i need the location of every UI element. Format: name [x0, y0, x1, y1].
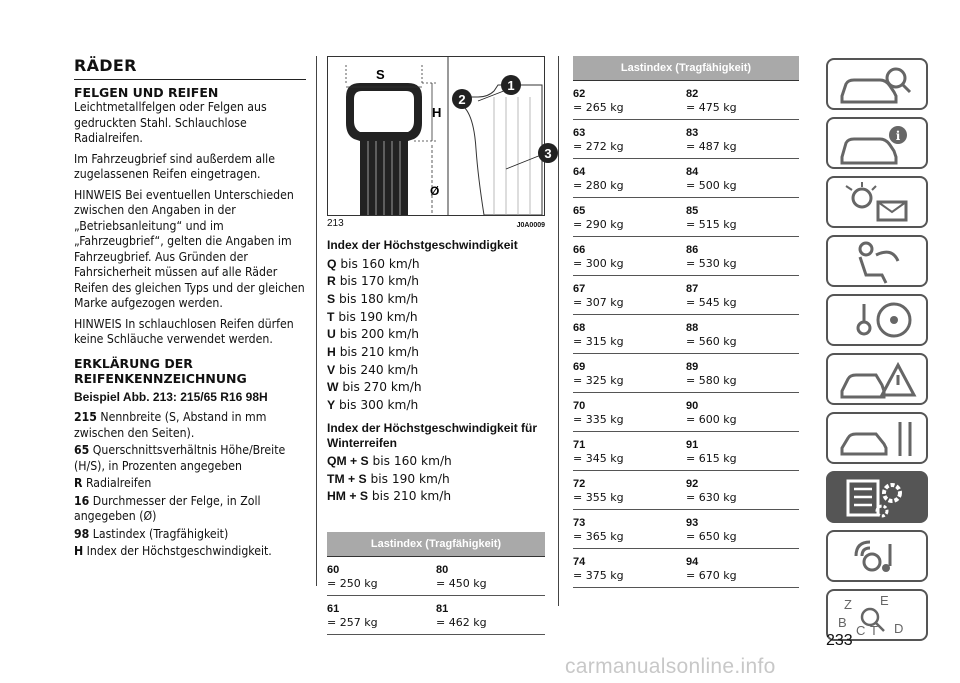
marking-item [74, 527, 306, 543]
load-index-value: = 545 kg [686, 296, 737, 309]
winter-text: bis 160 km/h [372, 453, 452, 468]
load-index-table-small [327, 532, 545, 635]
speed-index-item [327, 379, 545, 397]
load-index-value: = 307 kg [573, 296, 624, 309]
winter-code: TM + S [327, 471, 367, 486]
car-info-icon [836, 121, 922, 167]
marking-example: Beispiel Abb. 213: 215/65 R16 98H [74, 389, 268, 404]
load-index-value: = 325 kg [573, 374, 624, 387]
winter-index-item [327, 488, 545, 506]
index-letter: C [856, 623, 866, 638]
index-letter: E [880, 593, 889, 608]
speed-text: bis 160 km/h [340, 256, 420, 271]
index-letter: D [894, 621, 904, 636]
speed-code: S [327, 291, 336, 306]
table-cell [573, 439, 686, 470]
speed-text: bis 170 km/h [339, 274, 419, 289]
tab-car-info[interactable] [826, 117, 928, 169]
table-row [573, 510, 799, 549]
marking-code: H [74, 544, 84, 558]
load-index-value: = 560 kg [686, 335, 737, 348]
speed-code: H [327, 345, 336, 360]
load-index-key: 94 [686, 556, 699, 568]
marking-item [74, 410, 306, 441]
column-middle [327, 56, 552, 635]
marking-text: Querschnittsverhältnis Höhe/Breite (H/S), in Prozenten angegeben [74, 443, 286, 473]
marking-item [74, 544, 306, 560]
tab-emergency[interactable] [826, 353, 928, 405]
steering-key-icon [836, 298, 922, 344]
paragraph-note-tubeless: HINWEIS In schlauchlosen Reifen dürfen keine Schläuche verwendet werden. [74, 316, 294, 346]
speed-index-item [327, 326, 545, 344]
marking-text: Lastindex (Tragfähigkeit) [92, 526, 229, 541]
marking-code: 215 [74, 410, 97, 424]
table-body [573, 81, 799, 588]
load-index-key: 87 [686, 283, 699, 295]
load-index-key: 71 [573, 439, 586, 451]
table-cell [686, 322, 799, 353]
speed-index-title: Index der Höchstgeschwindigkeit [327, 238, 518, 252]
load-index-value: = 315 kg [573, 335, 624, 348]
table-cell [573, 88, 686, 119]
load-index-key: 83 [686, 127, 699, 139]
paragraph-registration: Im Fahrzeugbrief sind außerdem alle zugelassenen Reifen eingetragen. [74, 151, 275, 181]
load-index-key: 88 [686, 322, 699, 334]
label-h: H [432, 105, 442, 120]
load-index-value: = 670 kg [686, 569, 737, 582]
load-index-key: 82 [686, 88, 699, 100]
callout-3: 3 [544, 146, 552, 161]
load-index-key: 69 [573, 361, 586, 373]
load-index-key: 60 [327, 563, 340, 576]
column-divider [558, 56, 559, 606]
marking-item [74, 476, 306, 492]
table-cell [573, 361, 686, 392]
tab-multimedia[interactable] [826, 530, 928, 582]
table-cell [686, 439, 799, 470]
load-index-value: = 615 kg [686, 452, 737, 465]
speed-text: bis 180 km/h [339, 291, 419, 306]
paragraph-note-differences: HINWEIS Bei eventuellen Unterschieden zwischen den Angaben in der „Betriebsanleitung“ und im „Fahrzeugbrief“, gelten die Angaben im Fahrzeugbrief. Aus Gründen der Fahrsicherheit müssen auf alle Räder Reifen des gleichen Typs und der gleichen Marke aufgezogen werden. [74, 187, 305, 310]
table-cell [573, 517, 686, 548]
speed-index-item [327, 397, 545, 415]
table-cell [686, 478, 799, 509]
speed-text: bis 240 km/h [339, 362, 419, 377]
table-cell [327, 603, 436, 634]
speed-index-item [327, 362, 545, 380]
winter-index-title: Index der Höchstgeschwindigkeit für Winterreifen [327, 420, 538, 450]
load-index-value: = 250 kg [327, 576, 378, 590]
table-row [573, 354, 799, 393]
load-index-value: = 630 kg [686, 491, 737, 504]
svg-text:i: i [895, 129, 901, 143]
load-index-value: = 300 kg [573, 257, 624, 270]
winter-code: QM + S [327, 453, 369, 468]
speed-code: W [327, 380, 339, 395]
tab-safety[interactable] [826, 235, 928, 287]
load-index-value: = 355 kg [573, 491, 624, 504]
airbag-seat-icon [836, 239, 922, 285]
column-right [573, 56, 799, 588]
load-index-value: = 487 kg [686, 140, 737, 153]
table-cell [573, 322, 686, 353]
table-row [573, 432, 799, 471]
load-index-value: = 280 kg [573, 179, 624, 192]
section-title: RÄDER [74, 56, 306, 80]
load-index-value: = 530 kg [686, 257, 737, 270]
speed-index-item [327, 291, 545, 309]
label-s: S [376, 67, 385, 82]
load-index-value: = 650 kg [686, 530, 737, 543]
speed-index-item [327, 344, 545, 362]
winter-text: bis 210 km/h [371, 489, 452, 504]
callout-2: 2 [458, 92, 466, 107]
car-warning-icon [836, 357, 922, 403]
speed-text: bis 210 km/h [339, 345, 419, 360]
lights-message-icon [836, 180, 922, 226]
speed-code: Y [327, 398, 336, 413]
winter-text: bis 190 km/h [370, 471, 450, 486]
load-index-key: 93 [686, 517, 699, 529]
load-index-value: = 600 kg [686, 413, 737, 426]
tab-technical-data[interactable] [826, 471, 928, 523]
page-number: 233 [826, 632, 853, 649]
table-cell [573, 400, 686, 431]
car-search-icon [836, 62, 922, 108]
speed-index-item [327, 256, 545, 274]
table-cell [573, 166, 686, 197]
tyre-diagram [328, 57, 552, 215]
marking-code: 16 [74, 493, 90, 508]
marking-text: Durchmesser der Felge, in Zoll angegeben (Ø) [74, 493, 261, 523]
watermark: carmanualsonline.info [565, 655, 776, 678]
tab-lights-messages[interactable] [826, 176, 928, 228]
load-index-value: = 272 kg [573, 140, 624, 153]
speed-code: U [327, 327, 336, 342]
load-index-key: 84 [686, 166, 699, 178]
tab-servicing[interactable] [826, 412, 928, 464]
load-index-key: 81 [436, 602, 449, 615]
marking-code: 65 [74, 443, 90, 457]
load-index-key: 61 [327, 602, 340, 615]
table-cell [573, 127, 686, 158]
load-index-key: 63 [573, 127, 586, 139]
figure-caption [327, 218, 545, 232]
load-index-value: = 265 kg [573, 101, 624, 114]
load-index-key: 70 [573, 400, 586, 412]
index-letter: Z [844, 597, 852, 612]
table-row [573, 159, 799, 198]
load-index-value: = 335 kg [573, 413, 624, 426]
load-index-table-large [573, 56, 799, 588]
winter-index-item [327, 453, 545, 471]
table-cell [436, 564, 545, 595]
load-index-value: = 345 kg [573, 452, 624, 465]
load-index-value: = 450 kg [436, 576, 487, 590]
speed-code: T [327, 309, 335, 324]
winter-code: HM + S [327, 489, 368, 504]
table-cell [436, 603, 545, 634]
index-letter: T [870, 623, 878, 638]
table-cell [573, 556, 686, 587]
table-row [573, 549, 799, 588]
multimedia-icon [836, 534, 922, 580]
marking-text: Nennbreite (S, Abstand in mm zwischen den Seiten). [74, 410, 267, 440]
speed-text: bis 300 km/h [339, 398, 419, 413]
speed-code: Q [327, 256, 337, 271]
load-index-key: 62 [573, 88, 586, 100]
load-index-key: 66 [573, 244, 586, 256]
tyre-sidewall [464, 85, 542, 215]
tab-car-overview[interactable] [826, 58, 928, 110]
table-row [573, 120, 799, 159]
winter-index-list [327, 453, 545, 506]
load-index-value: = 475 kg [686, 101, 737, 114]
speed-code: V [327, 362, 336, 377]
marking-text: Index der Höchstgeschwindigkeit. [86, 544, 272, 558]
load-index-value: = 375 kg [573, 569, 624, 582]
speed-text: bis 270 km/h [342, 380, 422, 395]
figure-number: 213 [327, 218, 344, 229]
marking-code: R [74, 476, 83, 490]
load-index-key: 68 [573, 322, 586, 334]
speed-index-list [327, 256, 545, 415]
tyre-section [346, 83, 422, 215]
table-row [327, 596, 545, 635]
load-index-value: = 462 kg [436, 615, 487, 629]
figure-code: J0A0009 [516, 221, 545, 229]
index-letter: B [838, 615, 847, 630]
speed-index-item [327, 309, 545, 327]
load-index-key: 80 [436, 563, 449, 576]
load-index-key: 91 [686, 439, 699, 451]
marking-text: Radialreifen [85, 476, 152, 490]
marking-heading: ERKLÄRUNG DER REIFENKENNZEICHNUNG [74, 355, 247, 386]
load-index-key: 90 [686, 400, 699, 412]
table-row [573, 81, 799, 120]
table-cell [686, 205, 799, 236]
load-index-value: = 257 kg [327, 615, 378, 629]
table-cell [686, 556, 799, 587]
load-index-key: 85 [686, 205, 699, 217]
paragraph-rims: Leichtmetallfelgen oder Felgen aus gedruckten Stahl. Schlauchlose Radialreifen. [74, 100, 267, 145]
column-left [74, 56, 306, 562]
table-cell [686, 88, 799, 119]
table-cell [686, 361, 799, 392]
speed-index-item [327, 273, 545, 291]
load-index-value: = 580 kg [686, 374, 737, 387]
table-row [573, 393, 799, 432]
table-row [573, 198, 799, 237]
table-row [573, 237, 799, 276]
speed-text: bis 190 km/h [338, 309, 418, 324]
table-header: Lastindex (Tragfähigkeit) [327, 532, 545, 557]
car-tools-icon [836, 416, 922, 462]
load-index-key: 73 [573, 517, 586, 529]
load-index-key: 67 [573, 283, 586, 295]
tab-starting-driving[interactable] [826, 294, 928, 346]
table-cell [327, 564, 436, 595]
table-cell [573, 205, 686, 236]
wheels-tyres-heading: FELGEN UND REIFEN [74, 85, 219, 100]
label-diameter: Ø [430, 184, 440, 198]
table-cell [573, 283, 686, 314]
table-cell [686, 517, 799, 548]
load-index-key: 72 [573, 478, 586, 490]
load-index-value: = 365 kg [573, 530, 624, 543]
marking-item [74, 494, 306, 525]
table-cell [573, 244, 686, 275]
callout-1: 1 [507, 78, 515, 93]
table-header: Lastindex (Tragfähigkeit) [573, 56, 799, 81]
tech-data-icon [836, 475, 922, 521]
table-cell [686, 400, 799, 431]
marking-code: 98 [74, 526, 90, 541]
tyre-figure [327, 56, 552, 216]
table-row [573, 276, 799, 315]
marking-item [74, 443, 306, 474]
table-cell [573, 478, 686, 509]
load-index-value: = 290 kg [573, 218, 624, 231]
table-cell [686, 166, 799, 197]
table-row [327, 557, 545, 596]
load-index-key: 92 [686, 478, 699, 490]
marking-list [74, 410, 306, 560]
table-cell [686, 283, 799, 314]
speed-code: R [327, 274, 336, 289]
load-index-value: = 515 kg [686, 218, 737, 231]
load-index-key: 89 [686, 361, 699, 373]
table-row [573, 471, 799, 510]
table-cell [686, 127, 799, 158]
load-index-key: 65 [573, 205, 586, 217]
load-index-value: = 500 kg [686, 179, 737, 192]
chapter-sidebar [826, 58, 929, 648]
load-index-key: 64 [573, 166, 586, 178]
table-cell [686, 244, 799, 275]
speed-text: bis 200 km/h [339, 327, 419, 342]
load-index-key: 86 [686, 244, 699, 256]
table-row [573, 315, 799, 354]
winter-index-item [327, 471, 545, 489]
load-index-key: 74 [573, 556, 586, 568]
column-divider [316, 56, 317, 586]
